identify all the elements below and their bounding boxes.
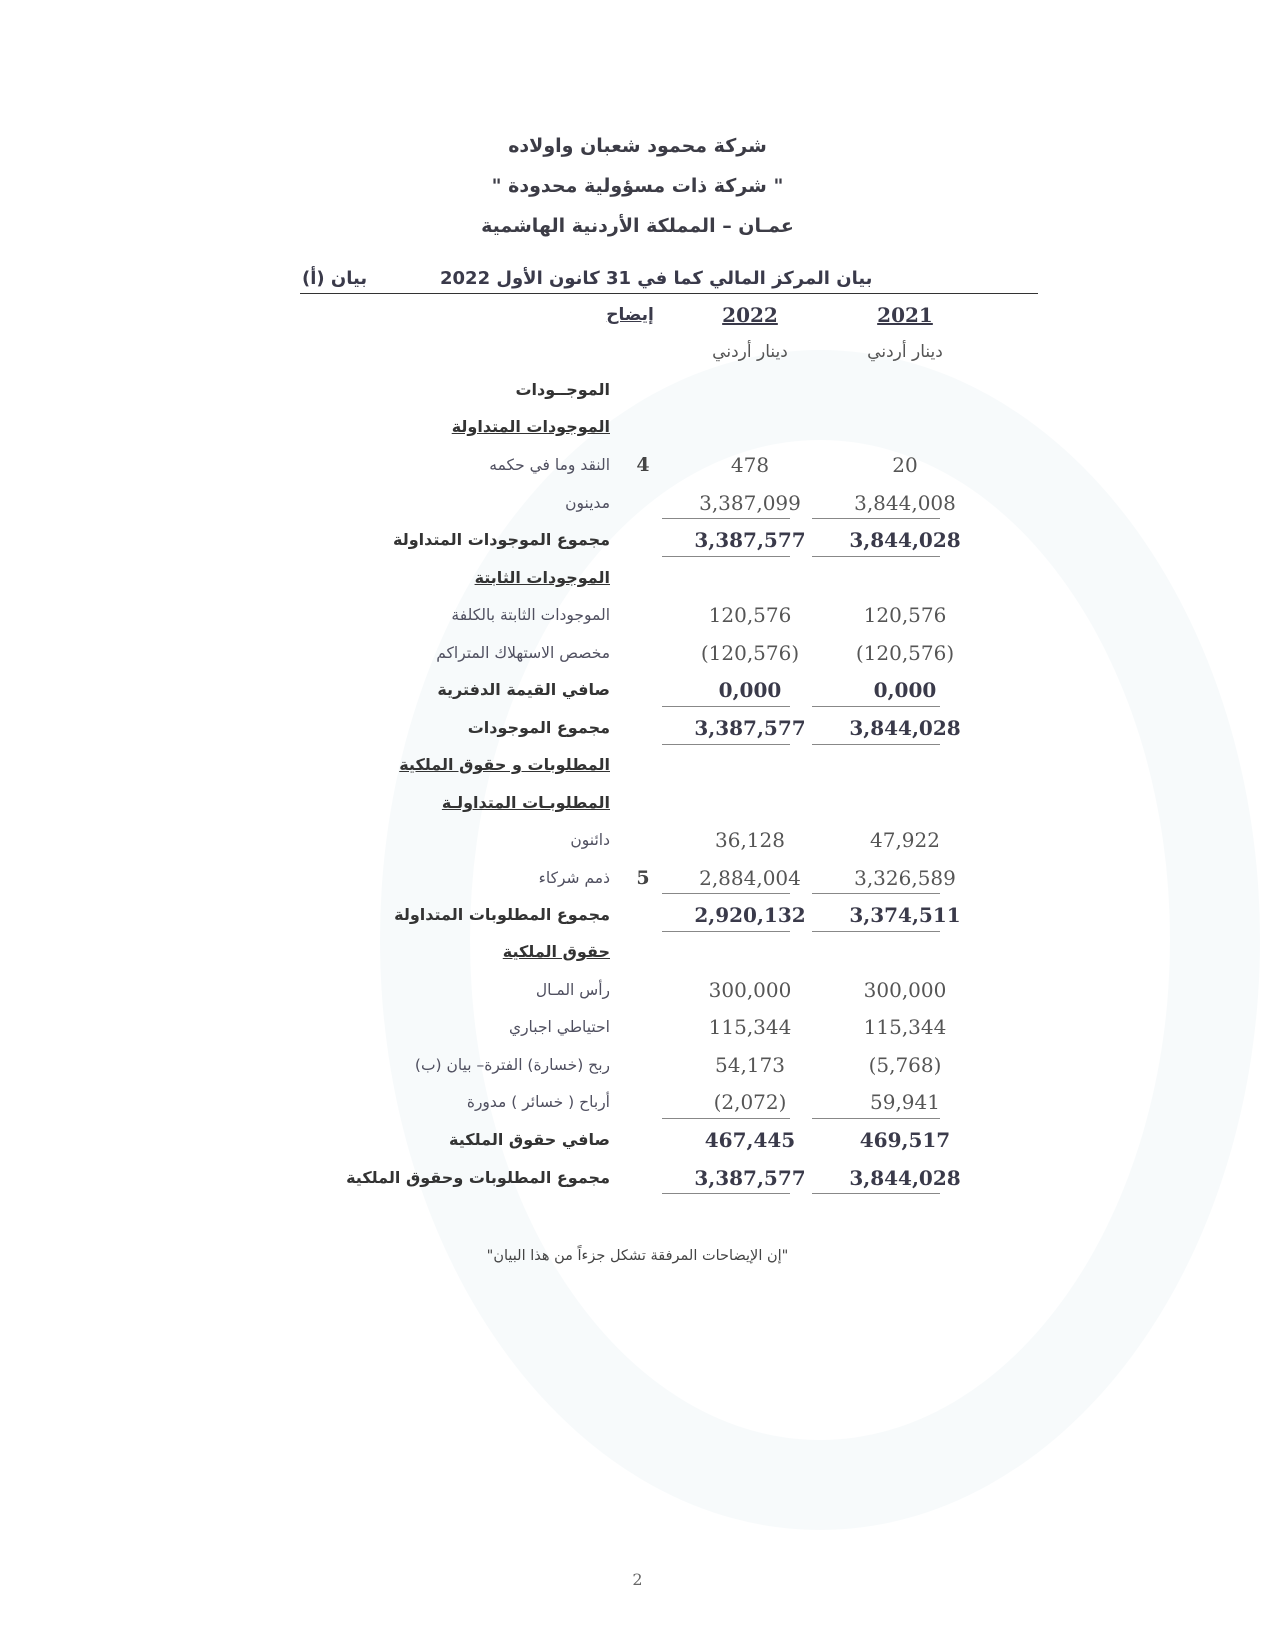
table-row [0, 638, 1275, 668]
table-row [0, 525, 1275, 555]
note-column-header: إيضاح [606, 305, 654, 325]
company-type: " شركة ذات مسؤولية محدودة " [491, 175, 784, 197]
table-row [0, 863, 1275, 893]
table-row [0, 375, 1275, 405]
total-rule [662, 556, 790, 557]
row-label: الموجــودات [515, 380, 610, 399]
value-2022: 3,387,099 [699, 491, 801, 515]
company-name: شركة محمود شعبان واولاده [508, 135, 767, 157]
value-2021: 115,344 [863, 1015, 947, 1039]
table-row [0, 600, 1275, 630]
total-rule [812, 706, 940, 707]
total-rule [662, 706, 790, 707]
total-rule [662, 1193, 790, 1194]
row-label: ربح (خسارة) الفترة– بيان (ب) [414, 1056, 610, 1074]
company-location: عمـان – المملكة الأردنية الهاشمية [481, 215, 794, 237]
row-label: مجموع المطلوبات المتداولة [394, 905, 610, 924]
row-label: مخصص الاستهلاك المتراكم [436, 644, 610, 662]
currency-2021: دينار أردني [867, 342, 943, 362]
total-rule [662, 893, 790, 894]
value-2022: 2,884,004 [699, 866, 801, 890]
value-2021: 0,000 [873, 678, 937, 702]
row-label: مجموع الموجودات المتداولة [393, 530, 610, 549]
value-2021: 3,844,008 [854, 491, 956, 515]
value-2022: (2,072) [713, 1090, 787, 1114]
row-label: المطلوبـات المتداولـة [441, 793, 610, 812]
total-rule [812, 1118, 940, 1119]
row-label: أرباح ( خسائر ) مدورة [466, 1093, 610, 1111]
value-2021: 3,844,028 [849, 716, 961, 740]
total-rule [812, 893, 940, 894]
value-2021: 59,941 [870, 1090, 940, 1114]
note-ref: 4 [636, 454, 650, 476]
table-row [0, 450, 1275, 480]
value-2022: 36,128 [715, 828, 785, 852]
value-2022: 54,173 [715, 1053, 785, 1077]
footnote: "إن الإيضاحات المرفقة تشكل جزءاً من هذا البيان" [486, 1248, 789, 1264]
total-rule [812, 518, 940, 519]
statement-title: بيان المركز المالي كما في 31 كانون الأول 2022 [440, 268, 873, 289]
value-2022: 478 [730, 453, 770, 477]
table-row [0, 713, 1275, 743]
value-2022: 300,000 [708, 978, 792, 1002]
value-2022: 3,387,577 [694, 1166, 806, 1190]
value-2021: 120,576 [863, 603, 947, 627]
year-2022-header: 2022 [722, 303, 778, 327]
total-rule [662, 518, 790, 519]
table-row [0, 900, 1275, 930]
row-label: حقوق الملكية [502, 942, 610, 961]
row-label: مجموع الموجودات [467, 718, 610, 737]
row-label: المطلوبات و حقوق الملكية [399, 755, 610, 774]
row-label: الموجودات الثابتة [474, 568, 610, 587]
value-2021: (5,768) [868, 1053, 942, 1077]
value-2022: 115,344 [708, 1015, 792, 1039]
table-row [0, 937, 1275, 967]
row-label: دائنون [570, 831, 610, 849]
value-2022: 3,387,577 [694, 528, 806, 552]
row-label: الموجودات المتداولة [451, 417, 610, 436]
table-row [0, 563, 1275, 593]
total-rule [812, 931, 940, 932]
table-row [0, 675, 1275, 705]
value-2022: 3,387,577 [694, 716, 806, 740]
value-2021: 3,326,589 [854, 866, 956, 890]
table-row [0, 412, 1275, 442]
total-rule [662, 1118, 790, 1119]
year-2021-header: 2021 [877, 303, 933, 327]
row-label: صافي حقوق الملكية [449, 1130, 610, 1149]
row-label: ذمم شركاء [538, 869, 610, 887]
total-rule [812, 556, 940, 557]
table-row [0, 1012, 1275, 1042]
value-2022: 120,576 [708, 603, 792, 627]
value-2021: 300,000 [863, 978, 947, 1002]
value-2022: 0,000 [718, 678, 782, 702]
currency-2022: دينار أردني [712, 342, 788, 362]
total-rule [662, 931, 790, 932]
row-label: صافي القيمة الدفترية [437, 680, 610, 699]
table-row [0, 975, 1275, 1005]
table-row [0, 1050, 1275, 1080]
total-rule [662, 744, 790, 745]
value-2021: (120,576) [855, 641, 955, 665]
table-row [0, 1163, 1275, 1193]
value-2022: 467,445 [704, 1128, 796, 1152]
value-2021: 3,374,511 [849, 903, 961, 927]
value-2021: 47,922 [870, 828, 940, 852]
table-row [0, 1125, 1275, 1155]
table-row [0, 1087, 1275, 1117]
value-2022: 2,920,132 [694, 903, 806, 927]
table-row [0, 750, 1275, 780]
row-label: النقد وما في حكمه [489, 456, 610, 474]
value-2021: 20 [892, 453, 918, 477]
row-label: مجموع المطلوبات وحقوق الملكية [346, 1168, 610, 1187]
total-rule [812, 1193, 940, 1194]
statement-code: بيان (أ) [302, 268, 368, 289]
value-2022: (120,576) [700, 641, 800, 665]
row-label: احتياطي اجباري [508, 1018, 610, 1036]
row-label: مدينون [565, 494, 610, 512]
note-ref: 5 [636, 867, 650, 889]
row-label: الموجودات الثابتة بالكلفة [451, 606, 610, 624]
table-row [0, 825, 1275, 855]
row-label: رأس المـال [535, 981, 610, 999]
value-2021: 3,844,028 [849, 1166, 961, 1190]
table-row [0, 488, 1275, 518]
total-rule [812, 744, 940, 745]
table-row [0, 788, 1275, 818]
value-2021: 3,844,028 [849, 528, 961, 552]
value-2021: 469,517 [859, 1128, 951, 1152]
page-number: 2 [632, 1570, 643, 1589]
